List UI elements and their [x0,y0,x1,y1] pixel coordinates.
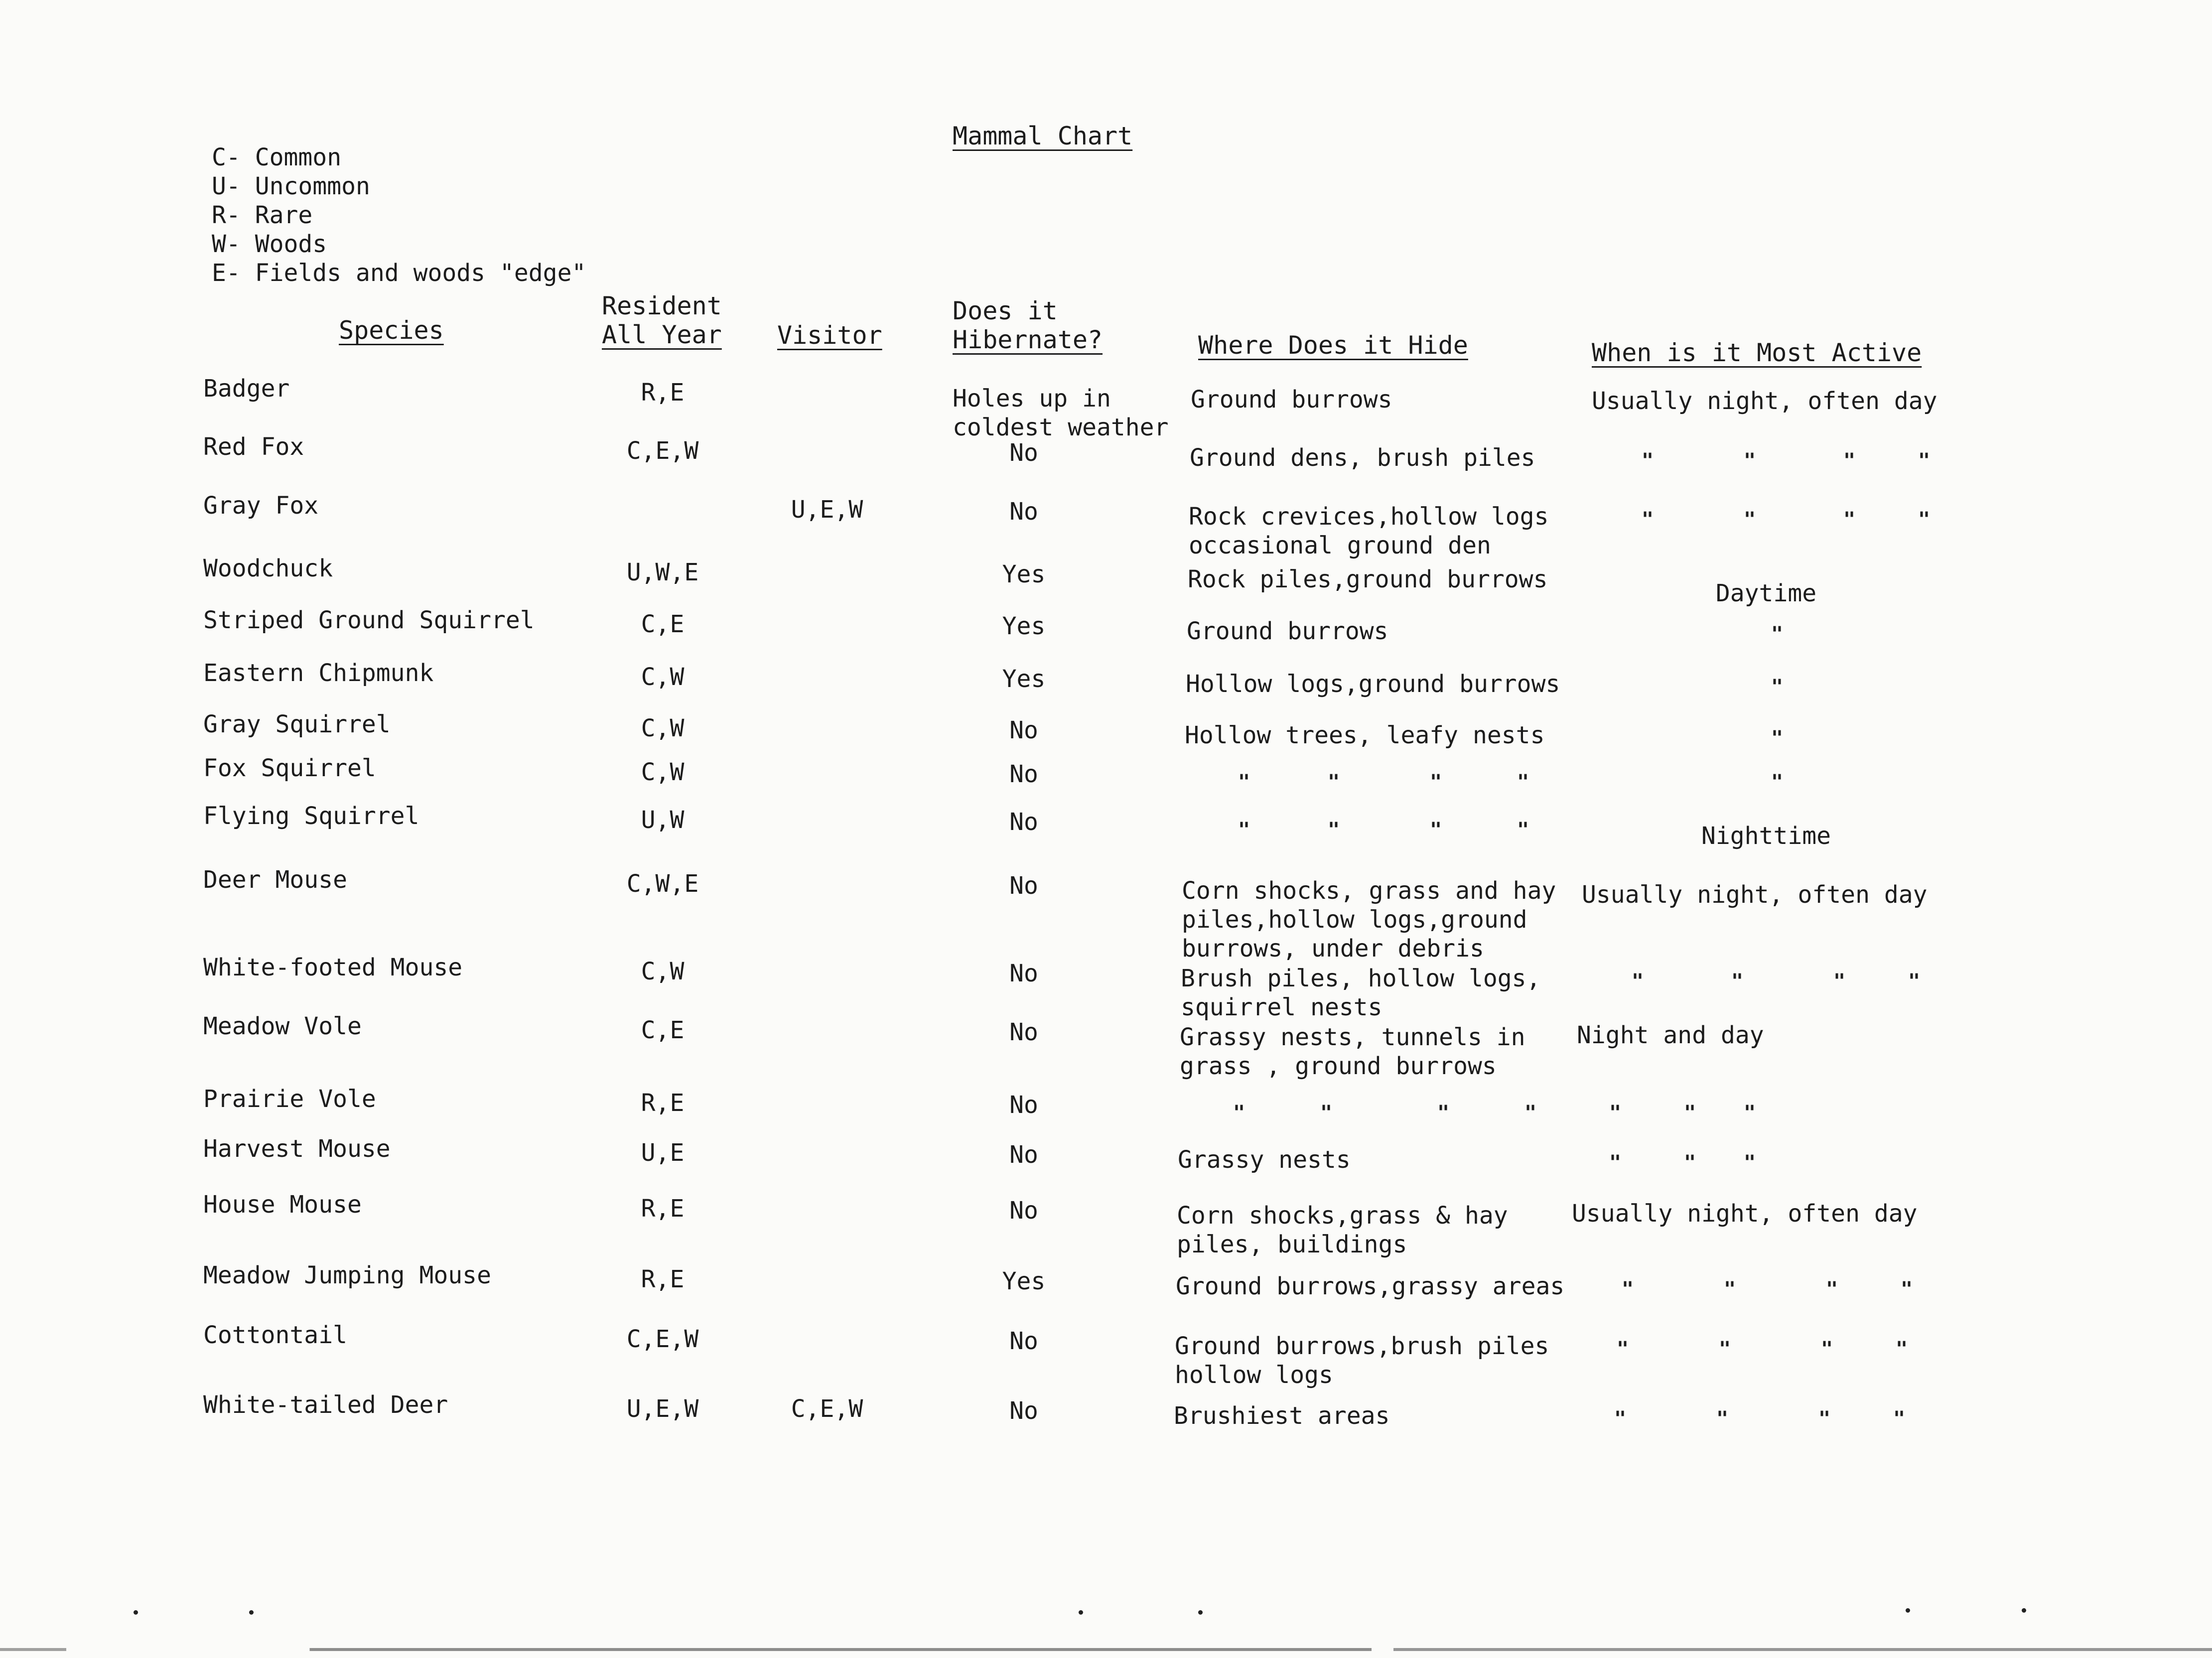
ditto-mark: " [1719,1338,1731,1361]
hide-location: Ground burrows [1191,386,1392,414]
ditto-mark: " [1826,1278,1838,1301]
hide-location: Hollow trees, leafy nests [1185,721,1545,749]
ditto-mark: " [1684,1102,1696,1124]
species-name: Meadow Vole [203,1012,362,1040]
hibernate-value: No [1009,1327,1038,1355]
species-name: Gray Squirrel [203,710,391,738]
ditto-mark: " [1430,771,1442,794]
scan-speck [1079,1610,1083,1615]
hibernate-value: No [1009,716,1038,744]
hide-location: Ground burrows [1187,617,1388,645]
page-title: Mammal Chart [953,122,1133,150]
ditto-mark: " [1517,819,1529,841]
ditto-mark: " [1771,676,1784,698]
hibernate-value: Holes up in [953,385,1111,413]
species-name: Woodchuck [203,554,333,582]
ditto-mark: " [1622,1278,1634,1301]
ditto-mark: " [1238,819,1250,841]
ditto-mark: " [1437,1102,1450,1124]
ditto-mark: " [1716,1407,1729,1430]
header-visitor: Visitor [777,321,882,350]
ditto-mark: " [1684,1151,1696,1174]
resident-code: C,E [641,610,685,638]
resident-code: C,W,E [626,870,699,898]
ditto-mark: " [1517,771,1529,794]
ditto-mark: " [1430,819,1442,841]
resident-code: U,W,E [626,558,699,586]
species-name: Deer Mouse [203,866,347,894]
hibernate-value: No [1009,760,1038,788]
header-most-active: When is it Most Active [1592,338,1922,367]
species-name: Red Fox [203,433,304,461]
header-species: Species [339,316,444,345]
species-name: Gray Fox [203,492,319,520]
species-name: Harvest Mouse [203,1135,391,1163]
hide-location: Ground burrows,brush piles [1175,1332,1549,1360]
hibernate-value: coldest weather [953,414,1169,441]
species-name: House Mouse [203,1191,362,1219]
ditto-mark: " [1524,1102,1537,1124]
ditto-mark: " [1833,970,1846,993]
header-resident-line1: Resident [602,291,722,320]
ditto-mark: " [1843,449,1856,472]
resident-code: R,E [641,1265,685,1293]
hibernate-value: No [1009,1397,1038,1425]
resident-code: C,E [641,1016,685,1044]
active-time: Daytime [1715,579,1817,607]
ditto-mark: " [1818,1407,1831,1430]
ditto-mark: " [1642,508,1654,531]
header-hibernate-line1: Does it [953,296,1058,325]
ditto-mark: " [1320,1102,1333,1124]
ditto-mark: " [1771,623,1784,646]
ditto-mark: " [1632,970,1644,993]
ditto-mark: " [1908,970,1921,993]
species-name: Flying Squirrel [203,802,419,830]
hibernate-value: No [1009,872,1038,900]
header-resident-line2: All Year [602,320,722,349]
ditto-mark: " [1724,1278,1736,1301]
active-time: Night and day [1577,1021,1764,1049]
species-name: Fox Squirrel [203,754,376,782]
hide-location: Hollow logs,ground burrows [1186,670,1560,698]
ditto-mark: " [1821,1338,1833,1361]
species-name: White-tailed Deer [203,1391,448,1419]
ditto-mark: " [1843,508,1856,531]
hide-location: piles,hollow logs,ground [1182,906,1527,934]
ditto-mark: " [1744,1102,1756,1124]
legend-item: R- Rare [212,201,313,229]
active-time: Nighttime [1701,822,1831,850]
ditto-mark: " [1609,1102,1622,1124]
hibernate-value: No [1009,498,1038,526]
hibernate-value: No [1009,1091,1038,1119]
species-name: Striped Ground Squirrel [203,606,535,634]
active-time: Usually night, often day [1582,881,1928,909]
ditto-mark: " [1617,1338,1629,1361]
hibernate-value: No [1009,1141,1038,1169]
ditto-mark: " [1609,1151,1622,1174]
visitor-code: U,E,W [791,496,863,524]
hide-location: Corn shocks, grass and hay [1182,877,1556,905]
ditto-mark: " [1328,819,1340,841]
hide-location: Ground dens, brush piles [1190,444,1535,472]
resident-code: R,E [641,1195,685,1223]
hibernate-value: Yes [1002,560,1046,588]
resident-code: C,W [641,714,685,742]
resident-code: U,W [641,806,685,834]
resident-code: R,E [641,1089,685,1117]
scan-speck [1906,1608,1910,1613]
resident-code: U,E [641,1139,685,1167]
ditto-mark: " [1771,727,1784,750]
hide-location: Rock crevices,hollow logs [1189,503,1549,531]
ditto-mark: " [1744,449,1756,472]
visitor-code: C,E,W [791,1395,863,1423]
species-name: Prairie Vole [203,1085,376,1113]
scan-speck [134,1610,138,1615]
hide-location: grass , ground burrows [1180,1052,1497,1080]
hide-location: squirrel nests [1181,993,1382,1021]
scan-edge-line [0,1648,2212,1651]
species-name: Cottontail [203,1321,347,1349]
resident-code: C,E,W [626,1325,699,1353]
ditto-mark: " [1918,508,1931,531]
ditto-mark: " [1896,1338,1908,1361]
hibernate-value: No [1009,439,1038,467]
resident-code: C,W [641,663,685,691]
active-time: Usually night, often day [1572,1200,1918,1228]
ditto-mark: " [1614,1407,1627,1430]
header-hibernate-line2: Hibernate? [953,325,1103,354]
hibernate-value: No [1009,1197,1038,1225]
ditto-mark: " [1328,771,1340,794]
ditto-mark: " [1744,1151,1756,1174]
hide-location: hollow logs [1175,1361,1333,1389]
legend-item: W- Woods [212,230,327,258]
ditto-mark: " [1238,771,1250,794]
hibernate-value: Yes [1002,612,1046,640]
species-name: Badger [203,375,290,403]
hide-location: Brush piles, hollow logs, [1181,965,1541,992]
ditto-mark: " [1901,1278,1913,1301]
scan-speck [2022,1608,2026,1613]
hide-location: occasional ground den [1189,532,1491,559]
hide-location: Grassy nests, tunnels in [1180,1023,1525,1051]
legend-item: E- Fields and woods "edge" [212,259,586,287]
ditto-mark: " [1893,1407,1906,1430]
species-name: White-footed Mouse [203,954,463,981]
header-where-hide: Where Does it Hide [1198,331,1468,360]
hide-location: Rock piles,ground burrows [1188,565,1548,593]
hide-location: Corn shocks,grass & hay [1177,1202,1508,1230]
legend-item: C- Common [212,143,342,171]
hide-location: Brushiest areas [1174,1402,1390,1430]
hide-location: burrows, under debris [1182,935,1484,963]
resident-code: C,W [641,958,685,985]
hibernate-value: No [1009,1018,1038,1046]
species-name: Eastern Chipmunk [203,659,434,687]
hibernate-value: Yes [1002,665,1046,693]
resident-code: C,E,W [626,437,699,465]
hide-location: Grassy nests [1178,1146,1351,1174]
hibernate-value: No [1009,960,1038,987]
hide-location: Ground burrows,grassy areas [1176,1272,1565,1300]
resident-code: R,E [641,379,685,407]
active-time: Usually night, often day [1592,387,1937,415]
ditto-mark: " [1918,449,1931,472]
ditto-mark: " [1642,449,1654,472]
hibernate-value: Yes [1002,1267,1046,1295]
scan-speck [1198,1610,1203,1615]
hibernate-value: No [1009,808,1038,836]
ditto-mark: " [1771,771,1784,794]
hide-location: piles, buildings [1177,1231,1407,1258]
ditto-mark: " [1731,970,1744,993]
species-name: Meadow Jumping Mouse [203,1261,491,1289]
legend-item: U- Uncommon [212,172,370,200]
resident-code: C,W [641,758,685,786]
resident-code: U,E,W [626,1395,699,1423]
scan-speck [249,1610,254,1615]
ditto-mark: " [1744,508,1756,531]
ditto-mark: " [1233,1102,1245,1124]
